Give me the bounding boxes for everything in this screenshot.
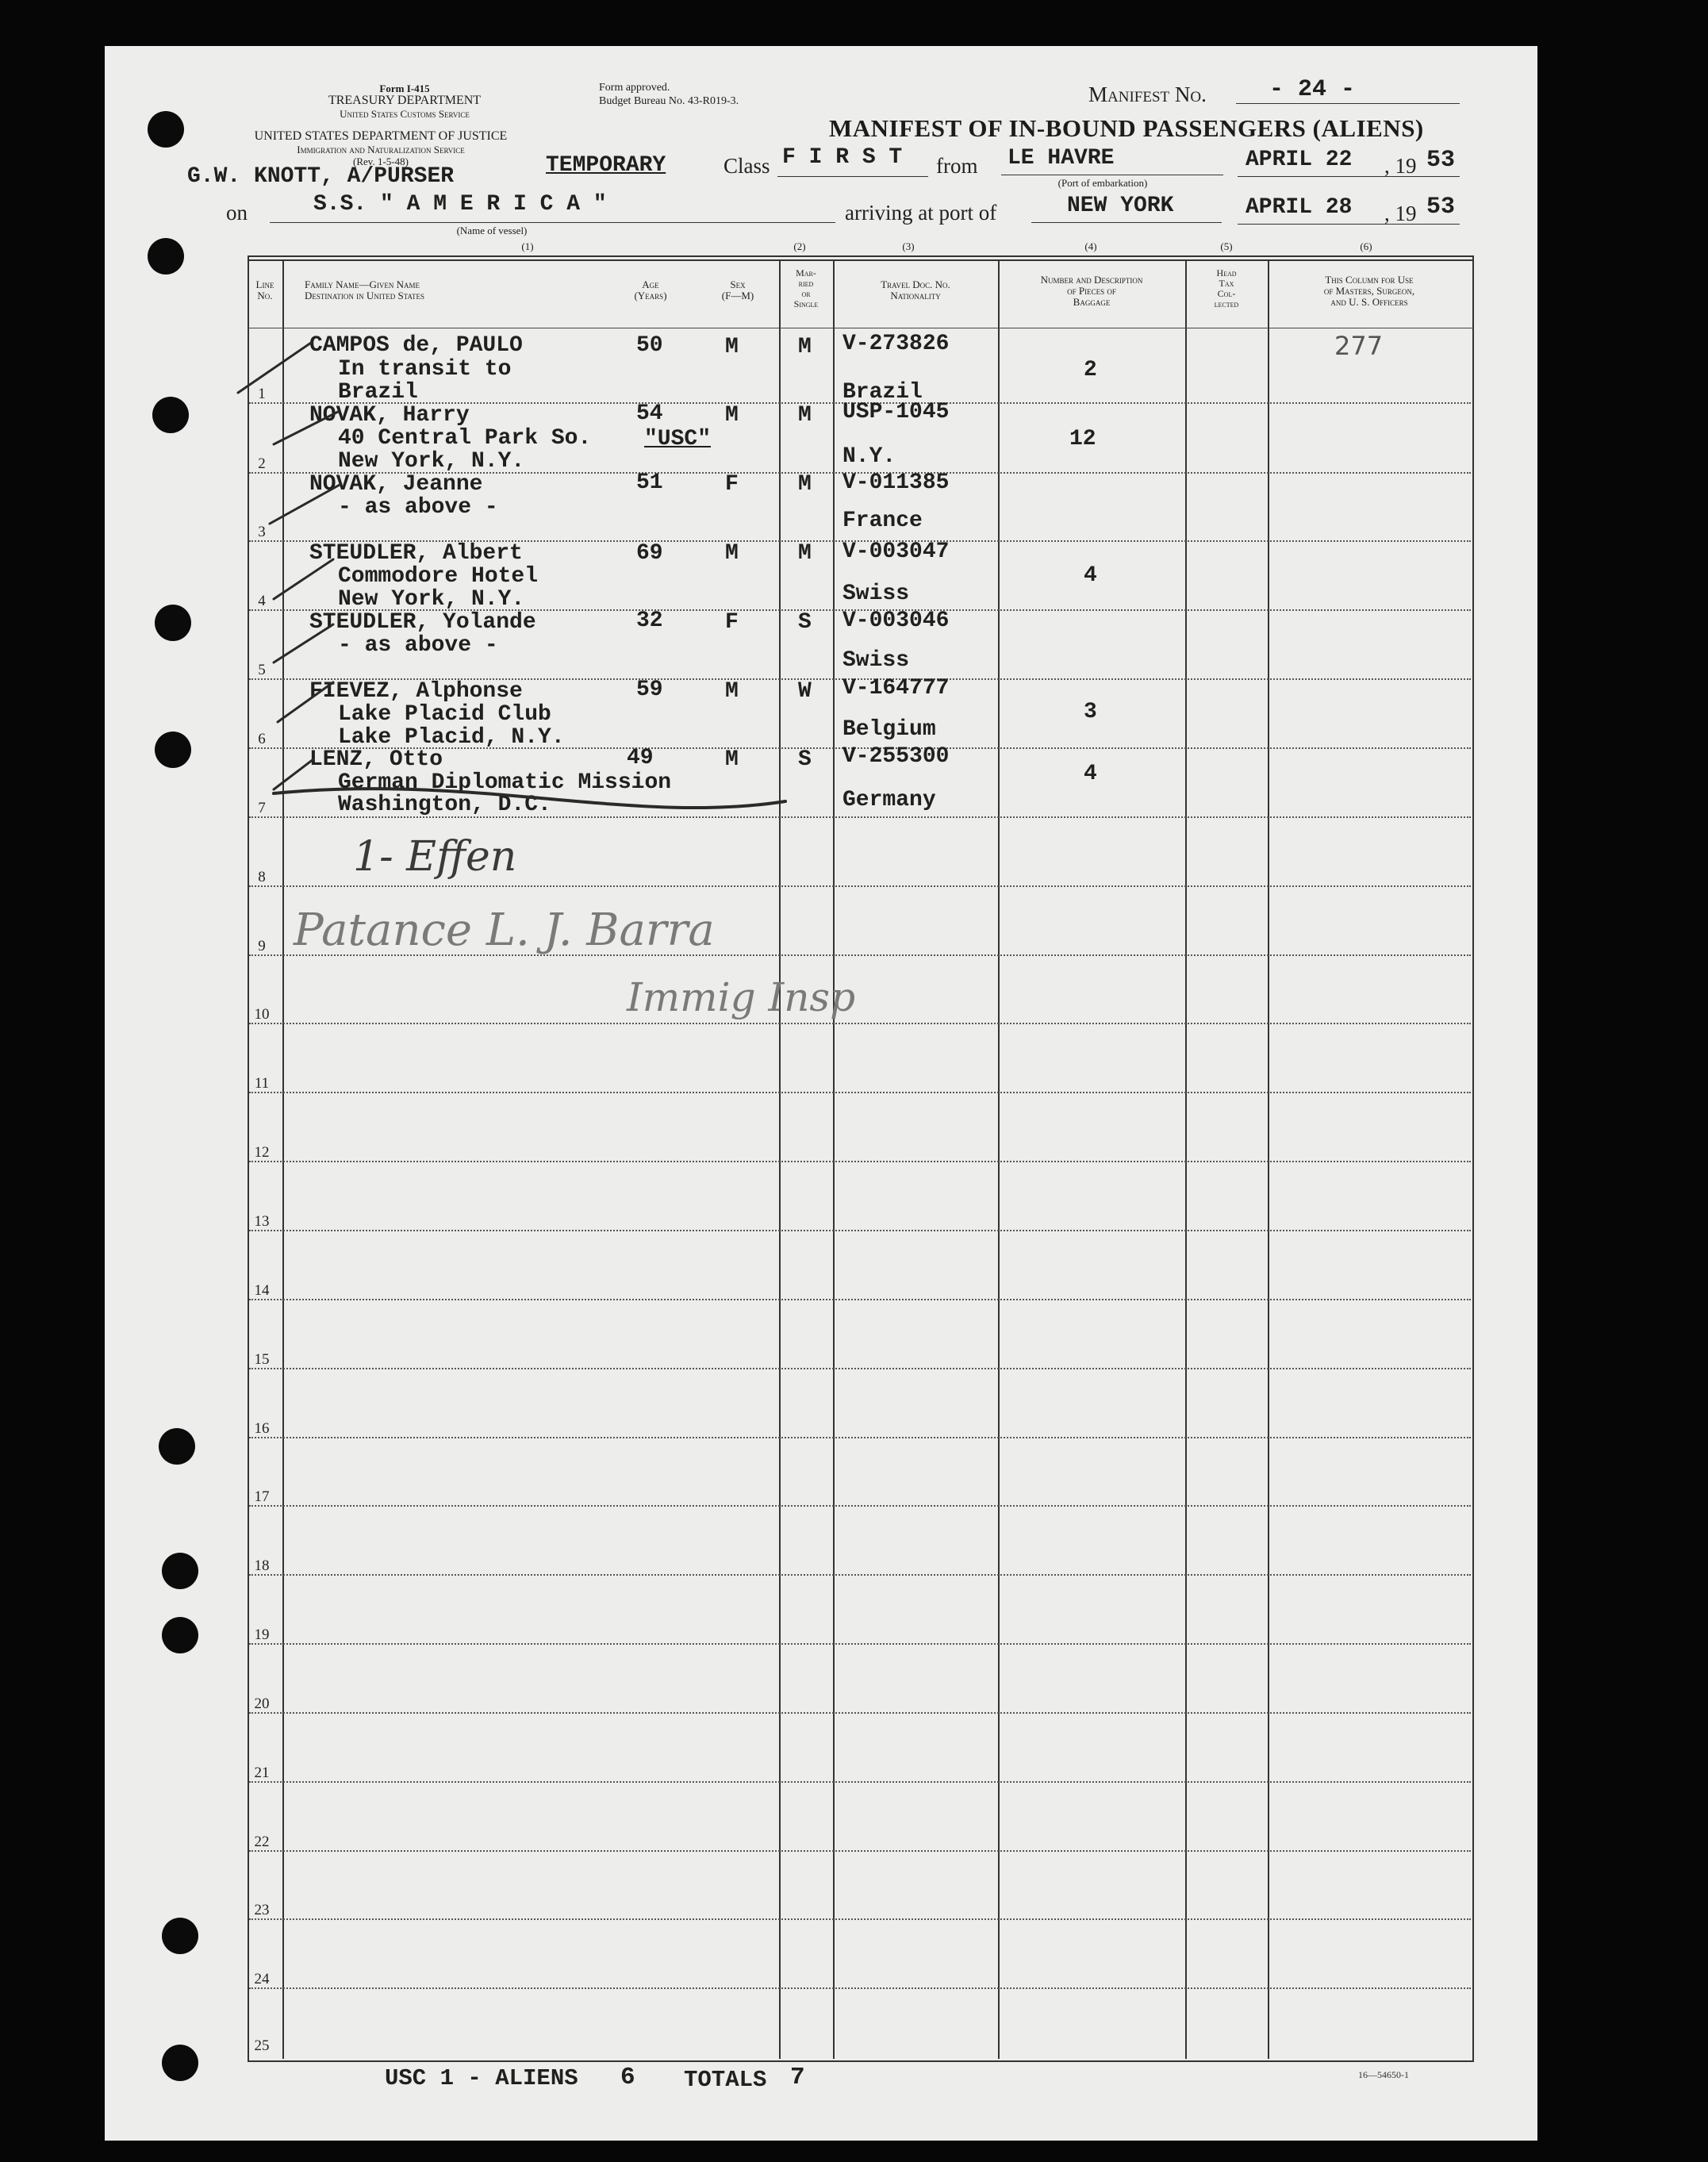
col-num-5: (5) [1220,240,1233,252]
travel-doc: V-003046 [842,609,950,633]
check-mark [274,559,333,599]
line-number: 9 [258,938,266,954]
travel-doc: V-164777 [842,676,950,701]
arrival-date: APRIL 28 [1245,195,1353,220]
form-approved: Form approved. [599,82,670,94]
header-age: Age (Years) [634,278,667,301]
class-value: F I R S T [782,145,903,170]
form-number: Form I-415 [379,83,430,94]
baggage: 4 [1084,563,1097,588]
arrival-year: 53 [1426,194,1456,221]
check-mark [274,759,313,789]
passenger-marital: S [798,747,812,772]
header-travel-doc: Travel Doc. No. Nationality [881,278,950,301]
passenger-marital: M [798,403,812,428]
col-num-1: (1) [521,240,534,252]
class-label: Class [724,154,770,178]
line-number: 15 [254,1351,270,1368]
passenger-age: 32 [636,609,663,633]
line-number: 4 [258,593,266,609]
embarkation-port: LE HAVRE [1008,146,1115,171]
passenger-marital: M [798,335,812,359]
baggage: 4 [1084,762,1097,786]
check-mark [274,624,333,662]
totals-usc-aliens: USC 1 - ALIENS [385,2065,578,2091]
passenger-destination: Lake Placid, N.Y. [338,725,565,750]
manifest-number-label: Manifest No. [1088,83,1207,106]
officer-note: 277 [1334,331,1384,361]
check-mark [238,343,311,393]
departure-date: APRIL 22 [1245,148,1353,172]
handwritten-title: Immig Insp [627,974,856,1020]
passenger-destination: - as above - [338,495,498,520]
nationality: Swiss [842,648,910,673]
passenger-destination: New York, N.Y. [338,449,525,474]
vessel-caption: (Name of vessel) [456,225,528,236]
line-number: 22 [254,1834,270,1850]
line-number: 14 [254,1282,270,1299]
line-number: 13 [254,1213,270,1230]
line-number: 8 [258,869,266,885]
header-sex: Sex (F—M) [721,278,754,301]
passenger-age: 59 [636,678,663,702]
treasury-dept: TREASURY DEPARTMENT [328,94,482,107]
line-number: 10 [254,1006,270,1023]
passenger-destination: Commodore Hotel [338,564,539,589]
travel-doc: V-255300 [842,744,950,769]
header-marital: Mar- ried or Single [793,267,819,309]
line-number: 19 [254,1626,270,1643]
line-number: 7 [258,800,266,816]
baggage: 3 [1084,700,1097,724]
line-number: 17 [254,1488,270,1505]
passenger-age: 69 [636,541,663,566]
passenger-age: 51 [636,470,663,495]
passenger-destination: New York, N.Y. [338,587,525,612]
baggage: 2 [1084,358,1097,382]
col-num-3: (3) [902,240,915,252]
nationality: Belgium [842,717,936,742]
line-number: 6 [258,731,266,747]
budget-bureau: Budget Bureau No. 43-R019-3. [599,95,739,107]
justice-dept: UNITED STATES DEPARTMENT OF JUSTICE [254,129,508,143]
passenger-sex: F [725,472,739,497]
totals-label: TOTALS [684,2067,767,2093]
departure-year: 53 [1426,147,1456,174]
nationality: Brazil [842,380,923,405]
citizen-note: "USC" [644,427,712,451]
passenger-destination: - as above - [338,633,498,658]
passenger-name: CAMPOS de, PAULO [309,333,523,358]
line-number: 23 [254,1902,270,1918]
passenger-name: LENZ, Otto [309,747,443,772]
passenger-destination: In transit to [338,357,512,382]
header-officers: This Column for Use of Masters, Surgeon, and U. S. Officers [1323,274,1415,308]
passenger-destination: 40 Central Park So. [338,426,592,451]
total-count: 7 [790,2064,805,2091]
passenger-marital: W [798,679,812,704]
line-number: 11 [254,1075,270,1092]
passenger-name: NOVAK, Jeanne [309,472,483,497]
col-num-2: (2) [793,240,806,252]
travel-doc: V-273826 [842,332,950,356]
passenger-destination: Lake Placid Club [338,702,551,727]
handwritten-signature: Patance L. J. Barra [294,904,715,956]
col-num-6: (6) [1360,240,1372,252]
line-number: 2 [258,455,266,472]
header-line-no: Line No. [255,278,274,301]
passenger-sex: M [725,541,739,566]
passenger-sex: M [725,335,739,359]
nationality: Germany [842,788,936,812]
passenger-age: 49 [627,746,654,770]
passenger-age: 54 [636,401,663,426]
manifest-title: MANIFEST OF IN-BOUND PASSENGERS (ALIENS) [829,114,1424,142]
check-mark [274,411,340,444]
passenger-destination: Brazil [338,380,418,405]
on-label: on [226,201,248,225]
manifest-number: - 24 - [1269,76,1356,103]
passenger-marital: M [798,472,812,497]
passenger-destination: Washington, D.C. [338,793,551,817]
immigration-service: Immigration and Naturalization Service [297,144,465,156]
from-label: from [936,154,978,178]
line-number: 20 [254,1695,270,1712]
passenger-sex: M [725,747,739,772]
passenger-name: STEUDLER, Albert [309,541,523,566]
passenger-name: NOVAK, Harry [309,403,470,428]
check-mark [270,484,341,524]
baggage: 12 [1069,427,1096,451]
passenger-destination: German Diplomatic Mission [338,770,672,795]
travel-doc: V-011385 [842,470,950,495]
arriving-label: arriving at port of [845,201,997,225]
customs-service: United States Customs Service [340,108,470,120]
form-revision: (Rev. 1-5-48) [353,156,409,167]
check-mark [278,682,333,722]
passenger-sex: M [725,679,739,704]
header-baggage: Number and Description of Pieces of Baggage [1040,274,1143,308]
vessel-name: S.S. " A M E R I C A " [313,192,607,217]
line-number: 12 [254,1144,270,1161]
footer-code: 16—54650-1 [1358,2069,1409,2080]
passenger-name: FIEVEZ, Alphonse [309,679,523,704]
line-number: 18 [254,1557,270,1574]
line-number: 5 [258,662,266,678]
purser-name: G.W. KNOTT, A/PURSER [187,164,455,189]
handwritten-note: 1- Effen [353,833,517,881]
line-number: 16 [254,1420,270,1437]
nationality: N.Y. [842,444,896,469]
arrival-port: NEW YORK [1067,194,1174,218]
passenger-sex: M [725,403,739,428]
passenger-marital: S [798,610,812,635]
header-name: Family Name—Given Name Destination in United States [305,278,425,301]
passenger-name: STEUDLER, Yolande [309,610,536,635]
travel-doc: USP-1045 [842,400,950,424]
embarkation-caption: (Port of embarkation) [1057,177,1148,189]
travel-doc: V-003047 [842,540,950,564]
line-number: 25 [254,2037,270,2054]
header-head-tax: Head Tax Col- lected [1214,267,1239,309]
temporary-label: TEMPORARY [546,153,666,178]
arrival-year-prefix: , 19 [1384,202,1417,225]
line-number: 3 [258,524,266,540]
departure-year-prefix: , 19 [1384,154,1417,178]
nationality: Swiss [842,582,910,606]
passenger-marital: M [798,541,812,566]
col-num-4: (4) [1084,240,1097,252]
aliens-count: 6 [620,2064,635,2091]
line-number: 24 [254,1971,270,1987]
nationality: France [842,509,923,533]
line-number: 1 [258,386,266,402]
strike-line [274,789,785,808]
passenger-sex: F [725,610,739,635]
passenger-age: 50 [636,333,663,358]
line-number: 21 [254,1765,270,1781]
